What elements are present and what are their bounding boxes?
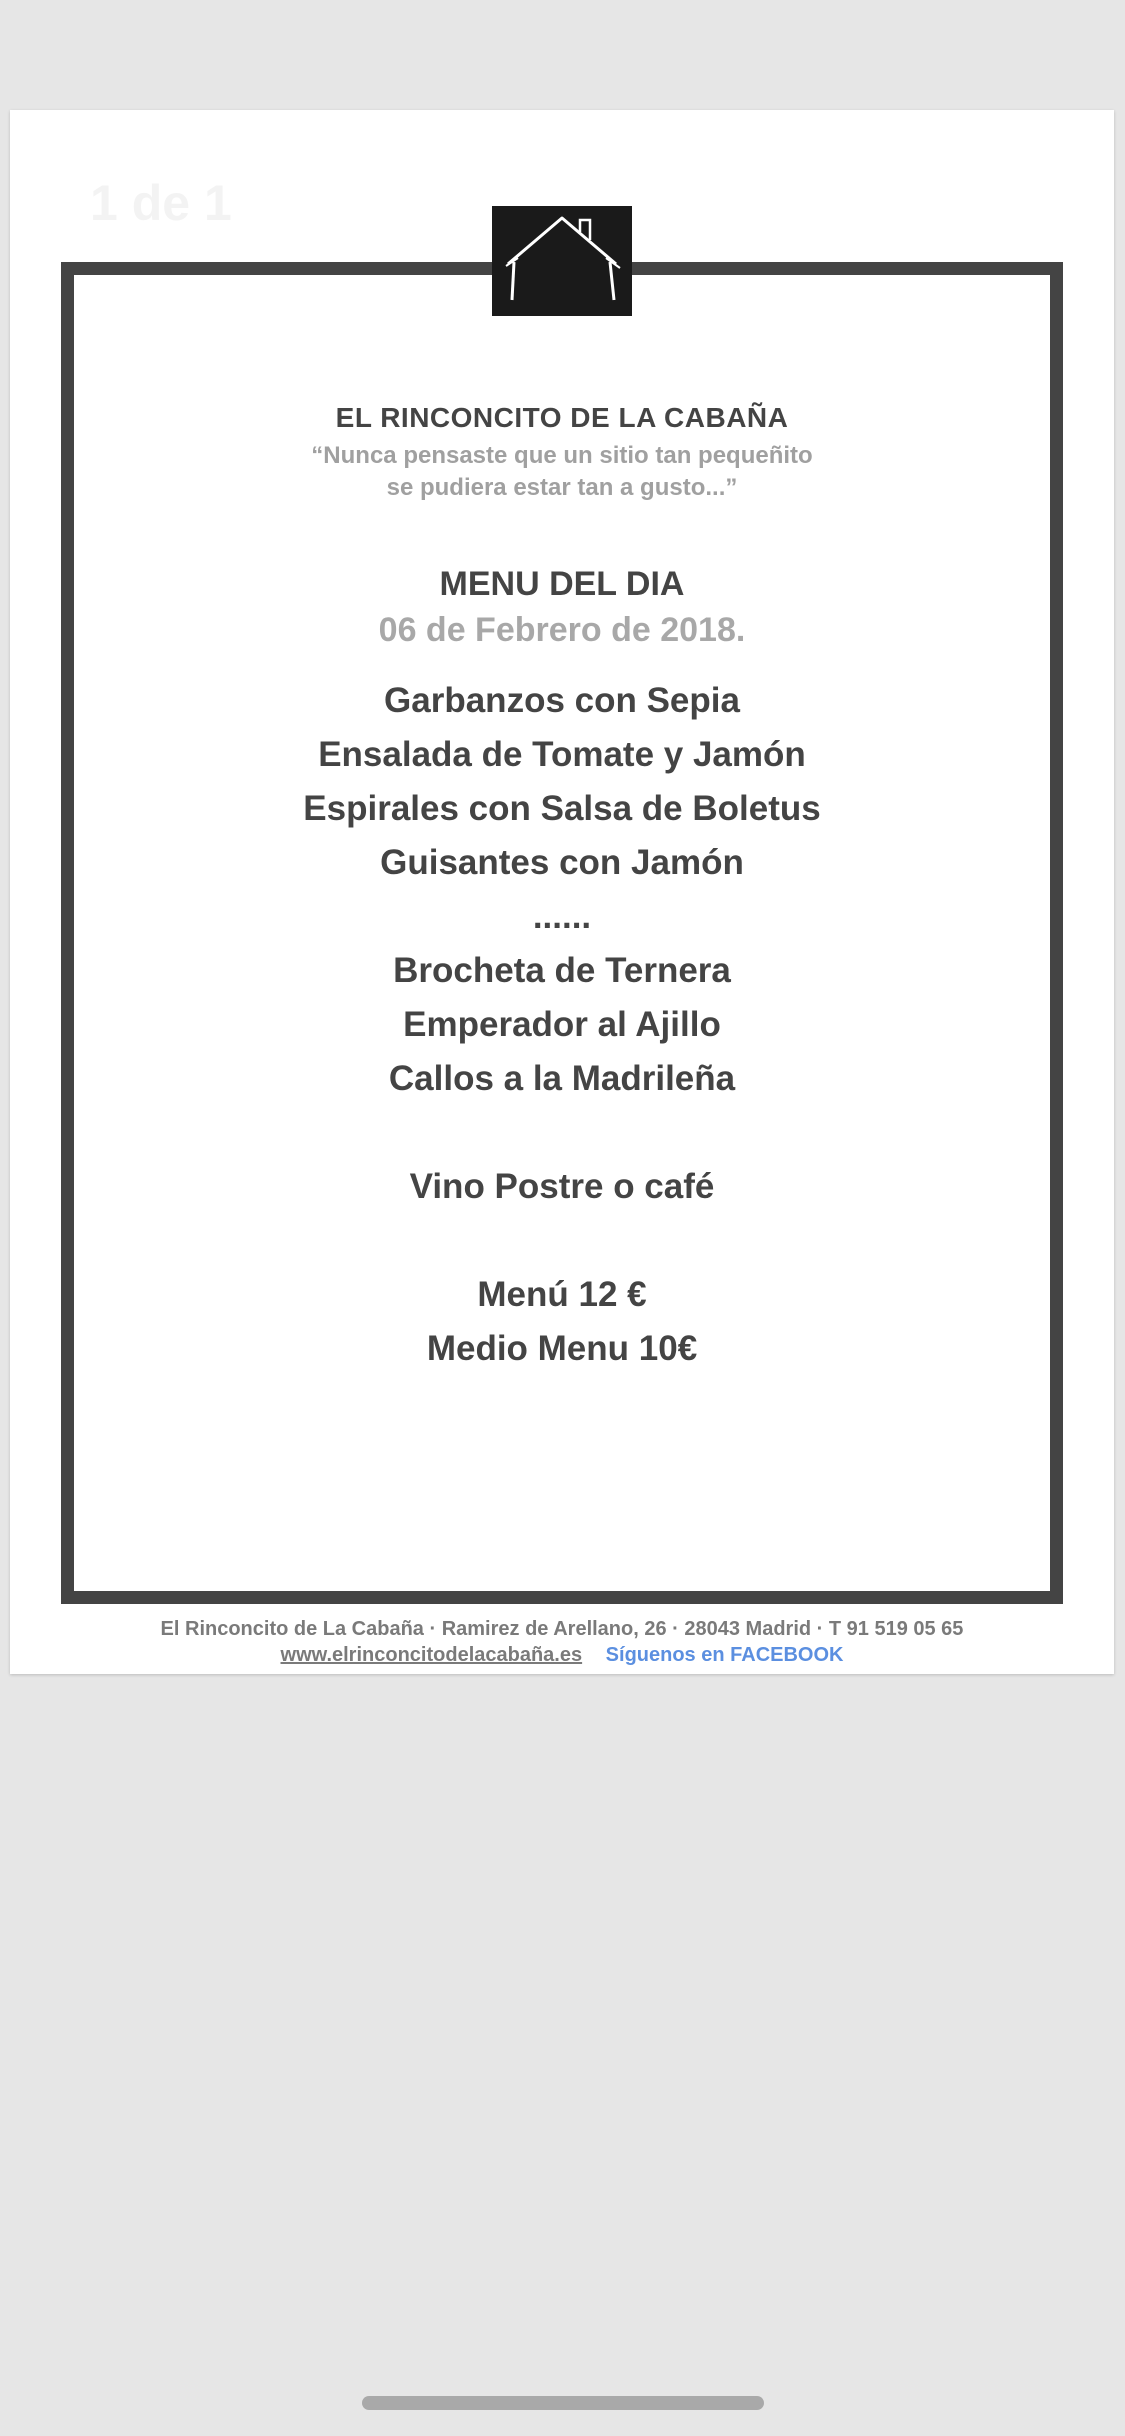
menu-separator: ...... — [532, 897, 592, 936]
menu-item: Ensalada de Tomate y Jamón — [318, 735, 806, 774]
menu-price: Menú 12 € — [477, 1275, 647, 1314]
menu-items — [61, 674, 1063, 1376]
menu-spacer — [61, 1106, 1063, 1160]
footer — [61, 1616, 1063, 1668]
menu-date: 06 de Febrero de 2018. — [378, 611, 746, 649]
menu-item: Emperador al Ajillo — [403, 1005, 721, 1044]
menu-half-price: Medio Menu 10€ — [426, 1329, 698, 1368]
house-logo-icon — [492, 206, 632, 316]
menu-content — [61, 400, 1063, 1376]
house-logo-icon-drawing — [492, 206, 632, 316]
facebook-link[interactable]: Síguenos en FACEBOOK — [605, 1644, 844, 1666]
tagline-line-2: se pudiera estar tan a gusto...” — [386, 474, 738, 501]
footer-links — [61, 1642, 1063, 1668]
menu-extras: Vino Postre o café — [409, 1167, 715, 1206]
menu-item: Guisantes con Jamón — [380, 843, 744, 882]
menu-spacer — [61, 1214, 1063, 1268]
page-counter: 1 de 1 — [90, 175, 232, 231]
footer-address: El Rinconcito de La Cabaña · Ramirez de Arellano, 26 · 28043 Madrid · T 91 519 05 65 — [160, 1618, 964, 1640]
home-indicator[interactable] — [362, 2396, 764, 2410]
tagline-line-1: “Nunca pensaste que un sitio tan pequeñito — [311, 442, 813, 469]
restaurant-name: EL RINCONCITO DE LA CABAÑA — [335, 402, 789, 433]
menu-item: Brocheta de Ternera — [393, 951, 731, 990]
menu-item: Callos a la Madrileña — [388, 1059, 736, 1098]
menu-title: MENU DEL DIA — [439, 565, 685, 603]
document-page — [10, 110, 1114, 1674]
menu-item: Espirales con Salsa de Boletus — [303, 789, 821, 828]
tagline — [61, 440, 1063, 504]
website-link[interactable]: www.elrinconcitodelacabaña.es — [280, 1644, 583, 1666]
menu-item: Garbanzos con Sepia — [384, 681, 740, 720]
